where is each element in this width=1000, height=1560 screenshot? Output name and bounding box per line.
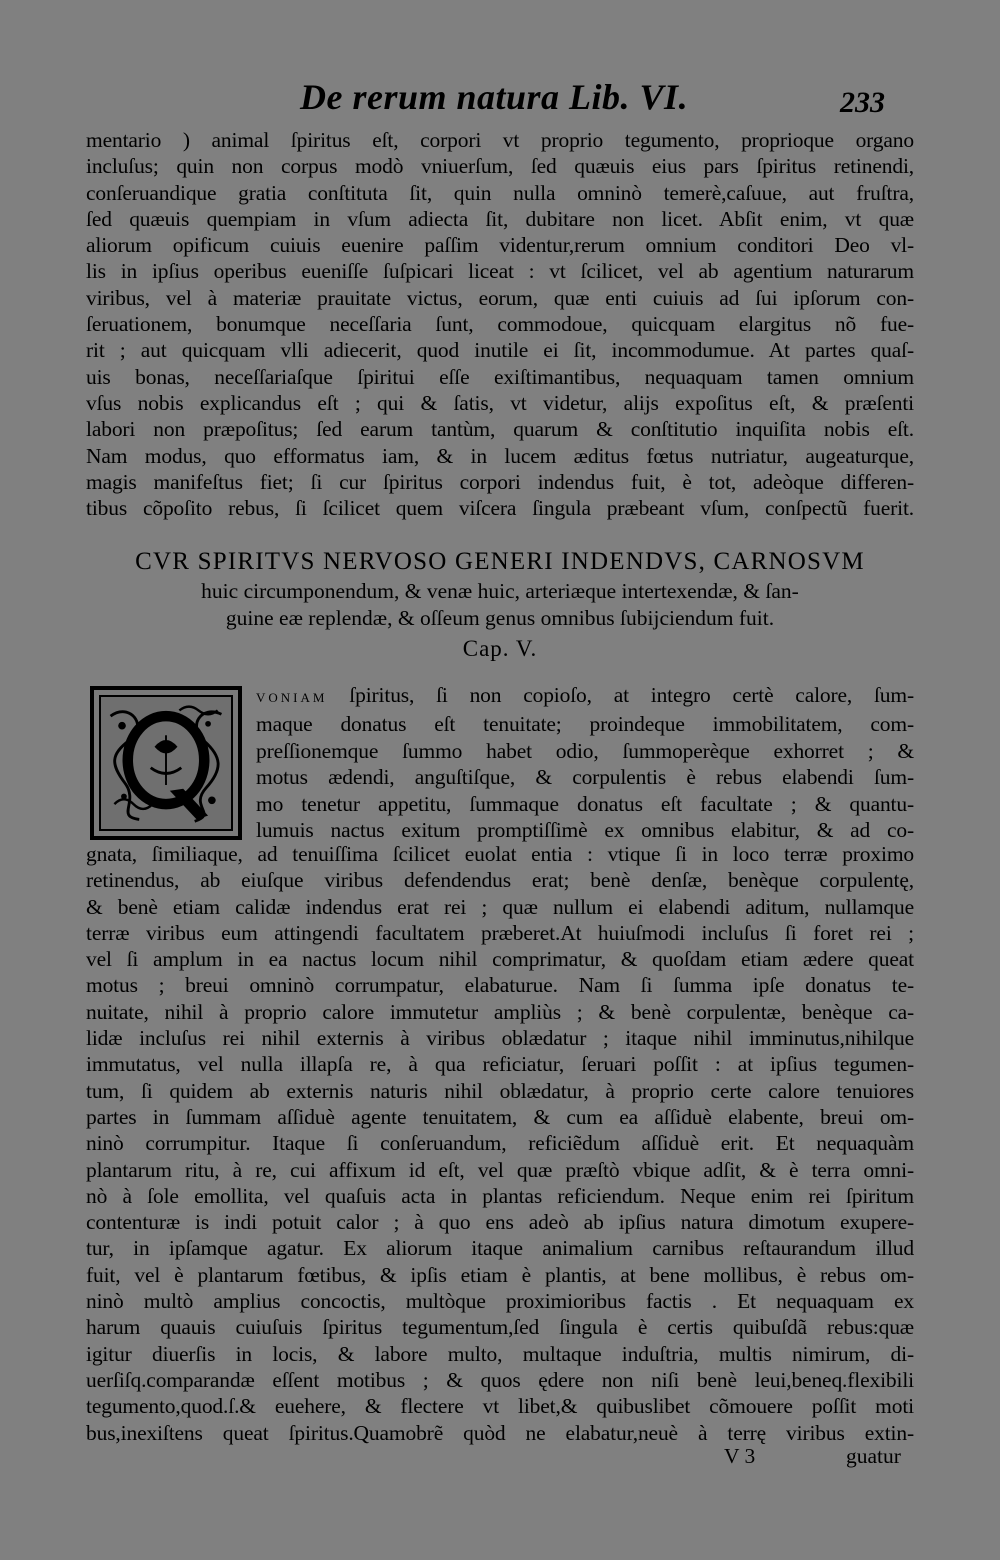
text-line: bus,inexiſtens queat ſpiritus.Quamobrẽ quòd ne elabatur,neuè à terrę viribus extin- xyxy=(86,1420,914,1445)
text-line: Nam modus, quo efformatus iam, & in lucem æditus fœtus nutriatur, augeaturque, xyxy=(86,443,914,468)
text-line: ſed quæuis quempiam in vſum adiecta ſit, dubitare non licet. Abſit enim, vt quæ xyxy=(86,206,914,231)
ornamental-q-icon xyxy=(101,697,231,829)
text-line: ninò multò amplius concoctis, multòque proximioribus factis . Et nequaquam ex xyxy=(86,1289,914,1314)
text-line: lumuis nactus exitum promptiſſimè ex omnibus elabitur, & ad co- xyxy=(256,818,914,843)
opening-line-text: ſpiritus, ſi non copioſo, at integro certè calore, ſum- xyxy=(327,683,914,707)
text-line: magis manifeſtus fiet; ſi cur ſpiritus corpori indendus fuit, è tot, adeòque differen- xyxy=(86,469,914,494)
text-line: ninò corrumpitur. Itaque ſi conſeruandum, reficiẽdum aſſiduè erit. Et nequaquàm xyxy=(86,1131,914,1156)
text-line: immutatus, vel nulla illapſa re, à qua reficiatur, ſeruari poſſit : at ipſius tegumen- xyxy=(86,1052,914,1077)
text-line: maque donatus eſt tenuitate; proindeque immobilitatem, com- xyxy=(256,712,914,737)
text-line: gnata, ſimiliaque, ad tenuiſſima ſcilicet euolat entia : vtique ſi in loco terræ proximo xyxy=(86,842,914,866)
text-line: tibus cõpoſito rebus, ſi ſcilicet quem viſcera ſingula præbeant vſum, conſpectũ fuerit. xyxy=(86,496,914,521)
paragraph-2 xyxy=(86,841,914,1446)
text-line: motus ædendi, anguſtiſque, & corpulentis è rebus elabendi ſum- xyxy=(256,765,914,790)
text-line: nuitate, nihil à proprio calore immutetur ampliùs ; & benè corpulentæ, benèque ca- xyxy=(86,999,914,1024)
text-line: plantarum ritu, à re, cui affixum id eſt, vel quæ præſtò vbique adſit, & è terra omni- xyxy=(86,1157,914,1182)
text-line: mentario ) animal ſpiritus eſt, corpori vt proprio tegumento, proprioque organo xyxy=(86,128,914,152)
text-line xyxy=(256,682,914,711)
text-line: nò à ſole emollita, vel quaſuis acta in plantas reficiendum. Neque enim rei ſpiritum xyxy=(86,1183,914,1208)
text-line: igitur diuerſis in locis, & labore multo, multaque induſtria, multis nimirum, di- xyxy=(86,1341,914,1366)
page-footer xyxy=(0,1442,1000,1482)
text-line: fuit, vel è plantarum fœtibus, & ipſis etiam è plantis, at bene mollibus, è rebus om- xyxy=(86,1262,914,1287)
text-line: tur, in ipſamque agatur. Ex aliorum itaque animalium carnibus reſtaurandum illud xyxy=(86,1236,914,1261)
text-line: preſſionemque ſummo habet odio, ſummoperèque exhorret ; & xyxy=(256,738,914,763)
text-line: uerſiſq.comparandæ eſſent motibus ; & quos ędere non niſi benè leui,beneq.flexibili xyxy=(86,1367,914,1392)
text-line: incluſus; quin non corpus modò vniuerſum, ſed quæuis eius pars ſpiritus retinendi, xyxy=(86,154,914,179)
running-head xyxy=(0,72,1000,122)
chapter-heading xyxy=(86,546,914,666)
page-number: 233 xyxy=(840,86,885,119)
text-line: & benè etiam calidæ indendus erat rei ; quæ nullum ei elabendi aditum, nullamque xyxy=(86,894,914,919)
text-line: aliorum opificum cuiuis euenire paſſim videntur,rerum omnium conditori Deo vl- xyxy=(86,233,914,258)
text-line: ſeruationem, bonumque neceſſaria ſunt, commodoue, quicquam elargitus nõ fue- xyxy=(86,312,914,337)
opening-word: VONIAM xyxy=(256,690,328,705)
text-line: vel ſi amplum in ea nactus locum nihil comprimatur, & quoſdam etiam ædere queat xyxy=(86,947,914,972)
text-line: uis bonas, neceſſariaſque ſpiritui eſſe exiſtimantibus, nequaquam tamen omnium xyxy=(86,364,914,389)
text-line: rit ; aut quicquam vlli adiecerit, quod inutile ei ſit, incommodumue. At partes quaſ- xyxy=(86,338,914,363)
text-line: retinendus, ab eiuſque viribus defendendus erat; benè denſæ, benèque corpulentę, xyxy=(86,868,914,893)
paragraph-2-opening xyxy=(256,682,914,843)
catchword: guatur xyxy=(846,1444,901,1468)
paragraph-1 xyxy=(86,127,914,521)
chapter-subtitle-line-2: guine eæ replendæ, & oſſeum genus omnibus ſubijciendum fuit. xyxy=(225,606,775,630)
text-line: partes in ſummam aſſiduè agente tenuitatem, & cum ea aſſiduè elabente, breui om- xyxy=(86,1104,914,1129)
text-line: mo tenetur appetitu, ſummaque donatus eſt facultate ; & quantu- xyxy=(256,791,914,816)
signature-mark: V 3 xyxy=(724,1444,756,1468)
text-line: terræ viribus eum attingendi facultatem præberet.At huiuſmodi incluſus ſi foret rei ; xyxy=(86,920,914,945)
initial-frame xyxy=(99,695,233,831)
text-line: lis in ipſius operibus eueniſſe ſuſpicari liceat : vt ſcilicet, vel ab agentium naturarum xyxy=(86,259,914,284)
text-line: lidæ incluſus rei nihil externis à viribus oblædatur ; itaque nihil imminutus,nihilque xyxy=(86,1026,914,1051)
chapter-title: CVR SPIRITVS NERVOSO GENERI INDENDVS, CARNOSVM xyxy=(135,548,865,575)
decorated-initial xyxy=(90,686,242,840)
chapter-number: Cap. V. xyxy=(462,636,538,661)
text-line: harum quauis cuiuſuis ſpiritus tegumentum,ſed ſingula è certis quibuſdã rebus:quæ xyxy=(86,1315,914,1340)
chapter-subtitle-line-1: huic circumponendum, & venæ huic, arteriæque intertexendæ, & ſan- xyxy=(201,579,799,603)
text-line: conſeruandique gratia conſtituta ſit, quin nulla omninò temerè,caſuue, aut fruſtra, xyxy=(86,180,914,205)
text-line: tegumento,quod.ſ.& euehere, & flectere vt libet,& quibuslibet cõmouere poſſit moti xyxy=(86,1394,914,1419)
running-head-title: De rerum natura Lib. VI. xyxy=(300,77,689,117)
text-line: vſus nobis explicandus eſt ; qui & ſatis, vt videtur, alijs expoſitus eſt, & præſenti xyxy=(86,390,914,415)
text-line: tum, ſi quidem ab externis naturis nihil oblædatur, à proprio certe calore tenuiores xyxy=(86,1078,914,1103)
text-line: motus ; breui omninò corrumpatur, elabaturue. Nam ſi ſumma ipſe donatus te- xyxy=(86,973,914,998)
text-line: labori non præpoſitus; ſed earum tantùm, quarum & conſtitutio inquiſita nobis eſt. xyxy=(86,417,914,442)
text-line: contenturæ is indi potuit calor ; à quo ens adeò ab ipſius natura dimotum exupere- xyxy=(86,1210,914,1235)
text-line: viribus, vel à materiæ prauitate victus, eorum, quæ enti cuiuis ad ſui ipſorum con- xyxy=(86,285,914,310)
